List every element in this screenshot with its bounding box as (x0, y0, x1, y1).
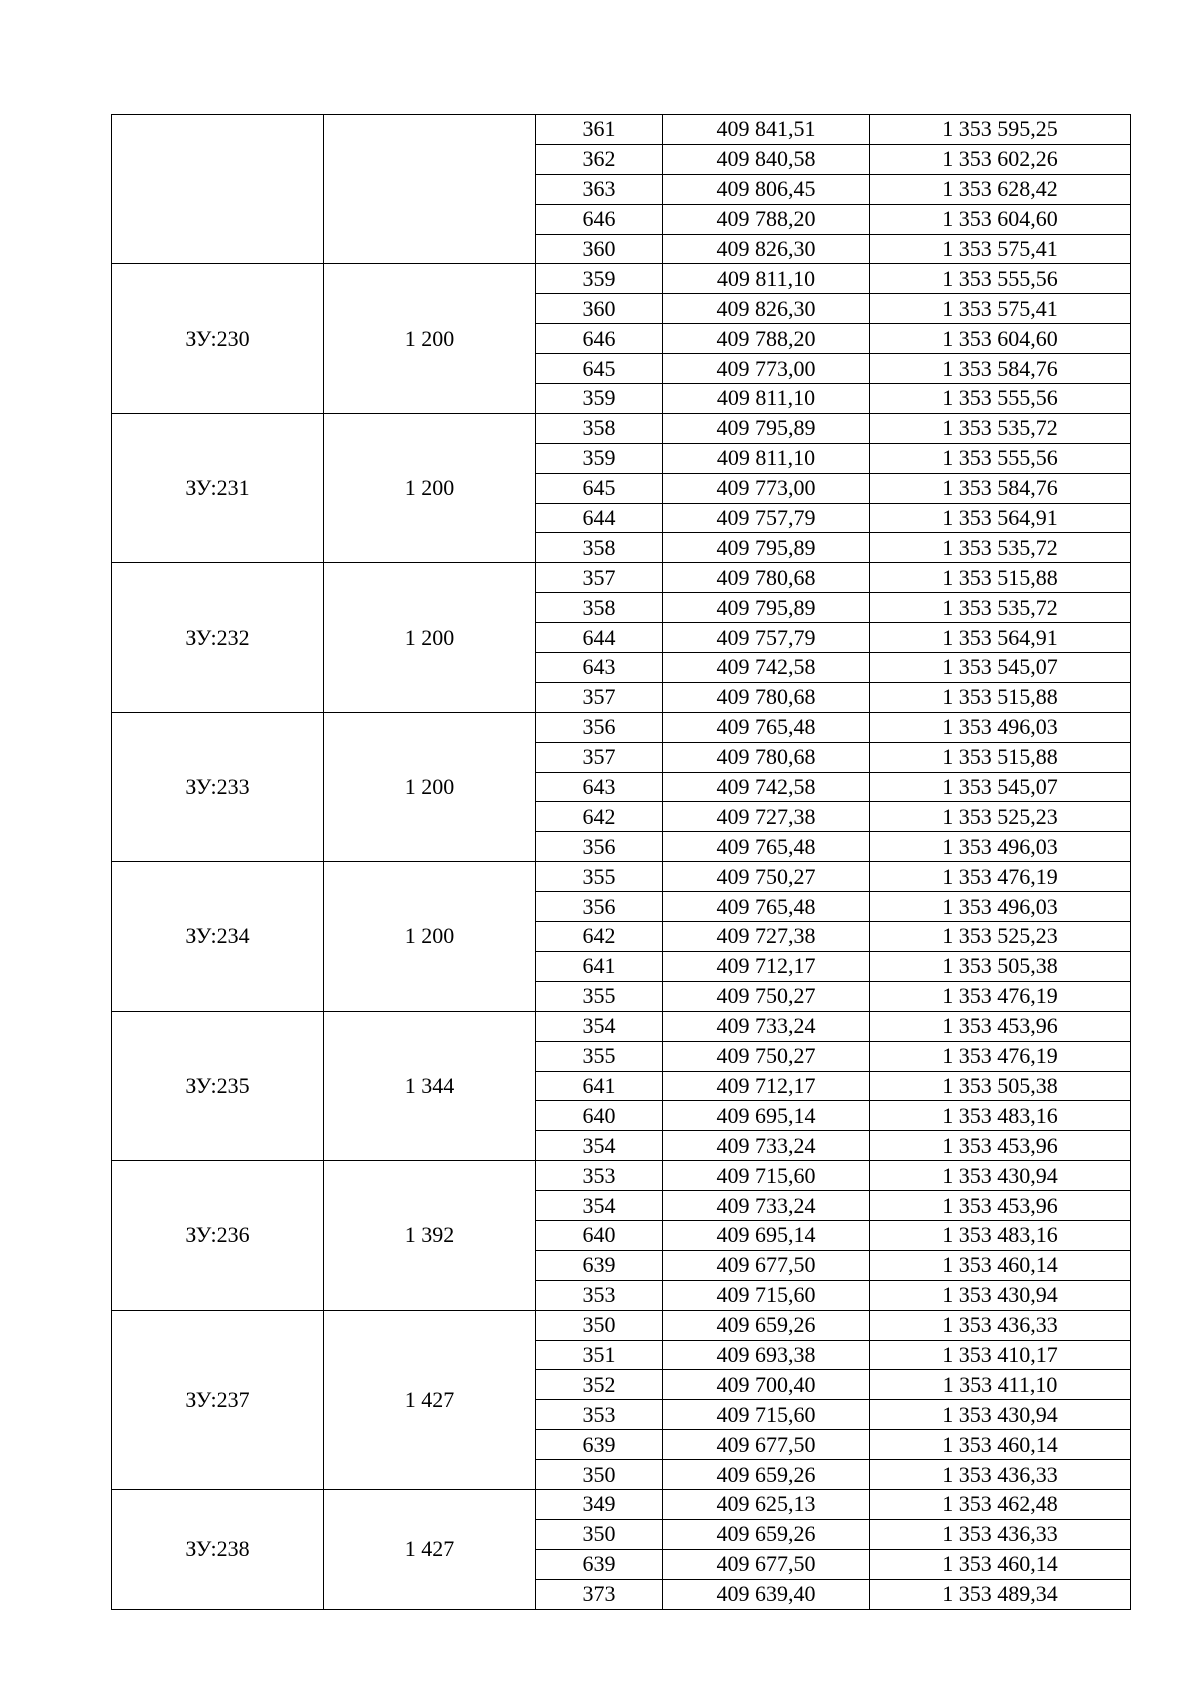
plot-area-cell: 1 200 (324, 264, 536, 413)
x-coordinate-cell: 409 750,27 (663, 981, 870, 1011)
point-number-cell: 351 (536, 1340, 663, 1370)
y-coordinate-cell: 1 353 410,17 (870, 1340, 1131, 1370)
y-coordinate-cell: 1 353 555,56 (870, 384, 1131, 414)
y-coordinate-cell: 1 353 476,19 (870, 1041, 1131, 1071)
point-number-cell: 639 (536, 1430, 663, 1460)
plot-id-cell: ЗУ:231 (112, 413, 324, 562)
coordinates-table (111, 114, 1131, 1610)
point-number-cell: 646 (536, 204, 663, 234)
point-number-cell: 359 (536, 264, 663, 294)
y-coordinate-cell: 1 353 430,94 (870, 1161, 1131, 1191)
y-coordinate-cell: 1 353 462,48 (870, 1489, 1131, 1519)
y-coordinate-cell: 1 353 411,10 (870, 1370, 1131, 1400)
point-number-cell: 641 (536, 951, 663, 981)
point-number-cell: 349 (536, 1489, 663, 1519)
y-coordinate-cell: 1 353 628,42 (870, 174, 1131, 204)
table-row (112, 115, 1131, 145)
y-coordinate-cell: 1 353 496,03 (870, 832, 1131, 862)
point-number-cell: 358 (536, 533, 663, 563)
x-coordinate-cell: 409 840,58 (663, 144, 870, 174)
table-row (112, 712, 1131, 742)
plot-id-cell: ЗУ:235 (112, 1011, 324, 1160)
y-coordinate-cell: 1 353 555,56 (870, 264, 1131, 294)
x-coordinate-cell: 409 733,24 (663, 1011, 870, 1041)
x-coordinate-cell: 409 742,58 (663, 653, 870, 683)
y-coordinate-cell: 1 353 489,34 (870, 1579, 1131, 1609)
plot-area-cell: 1 200 (324, 712, 536, 861)
plot-area-cell: 1 344 (324, 1011, 536, 1160)
table-row (112, 563, 1131, 593)
y-coordinate-cell: 1 353 436,33 (870, 1460, 1131, 1490)
x-coordinate-cell: 409 677,50 (663, 1250, 870, 1280)
point-number-cell: 354 (536, 1191, 663, 1221)
table-row (112, 1489, 1131, 1519)
x-coordinate-cell: 409 727,38 (663, 922, 870, 952)
x-coordinate-cell: 409 677,50 (663, 1430, 870, 1460)
point-number-cell: 643 (536, 653, 663, 683)
x-coordinate-cell: 409 757,79 (663, 503, 870, 533)
point-number-cell: 645 (536, 354, 663, 384)
plot-area-cell: 1 427 (324, 1310, 536, 1489)
x-coordinate-cell: 409 765,48 (663, 832, 870, 862)
point-number-cell: 350 (536, 1519, 663, 1549)
plot-id-cell: ЗУ:230 (112, 264, 324, 413)
y-coordinate-cell: 1 353 535,72 (870, 533, 1131, 563)
x-coordinate-cell: 409 788,20 (663, 324, 870, 354)
y-coordinate-cell: 1 353 436,33 (870, 1519, 1131, 1549)
plot-area-cell: 1 200 (324, 413, 536, 562)
point-number-cell: 355 (536, 981, 663, 1011)
x-coordinate-cell: 409 780,68 (663, 563, 870, 593)
plot-area-cell: 1 200 (324, 563, 536, 712)
point-number-cell: 354 (536, 1011, 663, 1041)
point-number-cell: 644 (536, 503, 663, 533)
point-number-cell: 646 (536, 324, 663, 354)
table-row (112, 1310, 1131, 1340)
point-number-cell: 354 (536, 1131, 663, 1161)
plot-id-cell: ЗУ:233 (112, 712, 324, 861)
point-number-cell: 358 (536, 413, 663, 443)
y-coordinate-cell: 1 353 564,91 (870, 623, 1131, 653)
point-number-cell: 640 (536, 1101, 663, 1131)
x-coordinate-cell: 409 795,89 (663, 413, 870, 443)
point-number-cell: 350 (536, 1310, 663, 1340)
x-coordinate-cell: 409 773,00 (663, 473, 870, 503)
point-number-cell: 350 (536, 1460, 663, 1490)
y-coordinate-cell: 1 353 525,23 (870, 802, 1131, 832)
point-number-cell: 358 (536, 593, 663, 623)
x-coordinate-cell: 409 788,20 (663, 204, 870, 234)
x-coordinate-cell: 409 750,27 (663, 1041, 870, 1071)
point-number-cell: 361 (536, 115, 663, 145)
table-row (112, 413, 1131, 443)
x-coordinate-cell: 409 765,48 (663, 712, 870, 742)
plot-id-cell: ЗУ:236 (112, 1161, 324, 1310)
y-coordinate-cell: 1 353 483,16 (870, 1101, 1131, 1131)
x-coordinate-cell: 409 811,10 (663, 384, 870, 414)
x-coordinate-cell: 409 715,60 (663, 1400, 870, 1430)
y-coordinate-cell: 1 353 604,60 (870, 324, 1131, 354)
x-coordinate-cell: 409 715,60 (663, 1280, 870, 1310)
point-number-cell: 639 (536, 1250, 663, 1280)
x-coordinate-cell: 409 811,10 (663, 443, 870, 473)
x-coordinate-cell: 409 757,79 (663, 623, 870, 653)
x-coordinate-cell: 409 677,50 (663, 1549, 870, 1579)
point-number-cell: 362 (536, 144, 663, 174)
y-coordinate-cell: 1 353 602,26 (870, 144, 1131, 174)
x-coordinate-cell: 409 742,58 (663, 772, 870, 802)
y-coordinate-cell: 1 353 496,03 (870, 892, 1131, 922)
plot-id-cell (112, 115, 324, 264)
x-coordinate-cell: 409 841,51 (663, 115, 870, 145)
point-number-cell: 357 (536, 682, 663, 712)
point-number-cell: 642 (536, 922, 663, 952)
y-coordinate-cell: 1 353 505,38 (870, 1071, 1131, 1101)
plot-area-cell (324, 115, 536, 264)
y-coordinate-cell: 1 353 476,19 (870, 981, 1131, 1011)
x-coordinate-cell: 409 695,14 (663, 1220, 870, 1250)
y-coordinate-cell: 1 353 430,94 (870, 1400, 1131, 1430)
x-coordinate-cell: 409 795,89 (663, 593, 870, 623)
point-number-cell: 360 (536, 294, 663, 324)
x-coordinate-cell: 409 715,60 (663, 1161, 870, 1191)
x-coordinate-cell: 409 700,40 (663, 1370, 870, 1400)
point-number-cell: 353 (536, 1161, 663, 1191)
point-number-cell: 357 (536, 563, 663, 593)
table-row (112, 264, 1131, 294)
x-coordinate-cell: 409 693,38 (663, 1340, 870, 1370)
point-number-cell: 363 (536, 174, 663, 204)
y-coordinate-cell: 1 353 545,07 (870, 653, 1131, 683)
x-coordinate-cell: 409 780,68 (663, 682, 870, 712)
point-number-cell: 642 (536, 802, 663, 832)
point-number-cell: 639 (536, 1549, 663, 1579)
y-coordinate-cell: 1 353 453,96 (870, 1191, 1131, 1221)
y-coordinate-cell: 1 353 604,60 (870, 204, 1131, 234)
y-coordinate-cell: 1 353 430,94 (870, 1280, 1131, 1310)
point-number-cell: 641 (536, 1071, 663, 1101)
x-coordinate-cell: 409 733,24 (663, 1191, 870, 1221)
y-coordinate-cell: 1 353 460,14 (870, 1549, 1131, 1579)
plot-area-cell: 1 427 (324, 1489, 536, 1609)
y-coordinate-cell: 1 353 515,88 (870, 563, 1131, 593)
plot-id-cell: ЗУ:234 (112, 862, 324, 1011)
y-coordinate-cell: 1 353 460,14 (870, 1430, 1131, 1460)
point-number-cell: 353 (536, 1400, 663, 1430)
point-number-cell: 645 (536, 473, 663, 503)
point-number-cell: 356 (536, 832, 663, 862)
point-number-cell: 644 (536, 623, 663, 653)
point-number-cell: 360 (536, 234, 663, 264)
point-number-cell: 357 (536, 742, 663, 772)
x-coordinate-cell: 409 695,14 (663, 1101, 870, 1131)
y-coordinate-cell: 1 353 575,41 (870, 234, 1131, 264)
x-coordinate-cell: 409 780,68 (663, 742, 870, 772)
y-coordinate-cell: 1 353 564,91 (870, 503, 1131, 533)
y-coordinate-cell: 1 353 476,19 (870, 862, 1131, 892)
x-coordinate-cell: 409 773,00 (663, 354, 870, 384)
point-number-cell: 359 (536, 443, 663, 473)
x-coordinate-cell: 409 733,24 (663, 1131, 870, 1161)
x-coordinate-cell: 409 659,26 (663, 1310, 870, 1340)
table-body (112, 115, 1131, 1610)
plot-area-cell: 1 200 (324, 862, 536, 1011)
x-coordinate-cell: 409 712,17 (663, 1071, 870, 1101)
x-coordinate-cell: 409 625,13 (663, 1489, 870, 1519)
y-coordinate-cell: 1 353 584,76 (870, 354, 1131, 384)
y-coordinate-cell: 1 353 496,03 (870, 712, 1131, 742)
x-coordinate-cell: 409 811,10 (663, 264, 870, 294)
point-number-cell: 352 (536, 1370, 663, 1400)
y-coordinate-cell: 1 353 436,33 (870, 1310, 1131, 1340)
y-coordinate-cell: 1 353 555,56 (870, 443, 1131, 473)
y-coordinate-cell: 1 353 575,41 (870, 294, 1131, 324)
point-number-cell: 643 (536, 772, 663, 802)
y-coordinate-cell: 1 353 515,88 (870, 742, 1131, 772)
plot-id-cell: ЗУ:238 (112, 1489, 324, 1609)
point-number-cell: 353 (536, 1280, 663, 1310)
x-coordinate-cell: 409 826,30 (663, 234, 870, 264)
x-coordinate-cell: 409 639,40 (663, 1579, 870, 1609)
y-coordinate-cell: 1 353 525,23 (870, 922, 1131, 952)
point-number-cell: 359 (536, 384, 663, 414)
x-coordinate-cell: 409 806,45 (663, 174, 870, 204)
y-coordinate-cell: 1 353 453,96 (870, 1131, 1131, 1161)
y-coordinate-cell: 1 353 584,76 (870, 473, 1131, 503)
y-coordinate-cell: 1 353 595,25 (870, 115, 1131, 145)
point-number-cell: 373 (536, 1579, 663, 1609)
x-coordinate-cell: 409 765,48 (663, 892, 870, 922)
point-number-cell: 355 (536, 862, 663, 892)
y-coordinate-cell: 1 353 505,38 (870, 951, 1131, 981)
point-number-cell: 355 (536, 1041, 663, 1071)
table-row (112, 1011, 1131, 1041)
y-coordinate-cell: 1 353 483,16 (870, 1220, 1131, 1250)
y-coordinate-cell: 1 353 453,96 (870, 1011, 1131, 1041)
x-coordinate-cell: 409 659,26 (663, 1519, 870, 1549)
x-coordinate-cell: 409 795,89 (663, 533, 870, 563)
point-number-cell: 356 (536, 892, 663, 922)
y-coordinate-cell: 1 353 535,72 (870, 593, 1131, 623)
x-coordinate-cell: 409 659,26 (663, 1460, 870, 1490)
point-number-cell: 356 (536, 712, 663, 742)
plot-id-cell: ЗУ:232 (112, 563, 324, 712)
table-row (112, 1161, 1131, 1191)
x-coordinate-cell: 409 826,30 (663, 294, 870, 324)
x-coordinate-cell: 409 712,17 (663, 951, 870, 981)
plot-id-cell: ЗУ:237 (112, 1310, 324, 1489)
y-coordinate-cell: 1 353 515,88 (870, 682, 1131, 712)
y-coordinate-cell: 1 353 545,07 (870, 772, 1131, 802)
x-coordinate-cell: 409 750,27 (663, 862, 870, 892)
point-number-cell: 640 (536, 1220, 663, 1250)
x-coordinate-cell: 409 727,38 (663, 802, 870, 832)
y-coordinate-cell: 1 353 535,72 (870, 413, 1131, 443)
table-row (112, 862, 1131, 892)
y-coordinate-cell: 1 353 460,14 (870, 1250, 1131, 1280)
plot-area-cell: 1 392 (324, 1161, 536, 1310)
